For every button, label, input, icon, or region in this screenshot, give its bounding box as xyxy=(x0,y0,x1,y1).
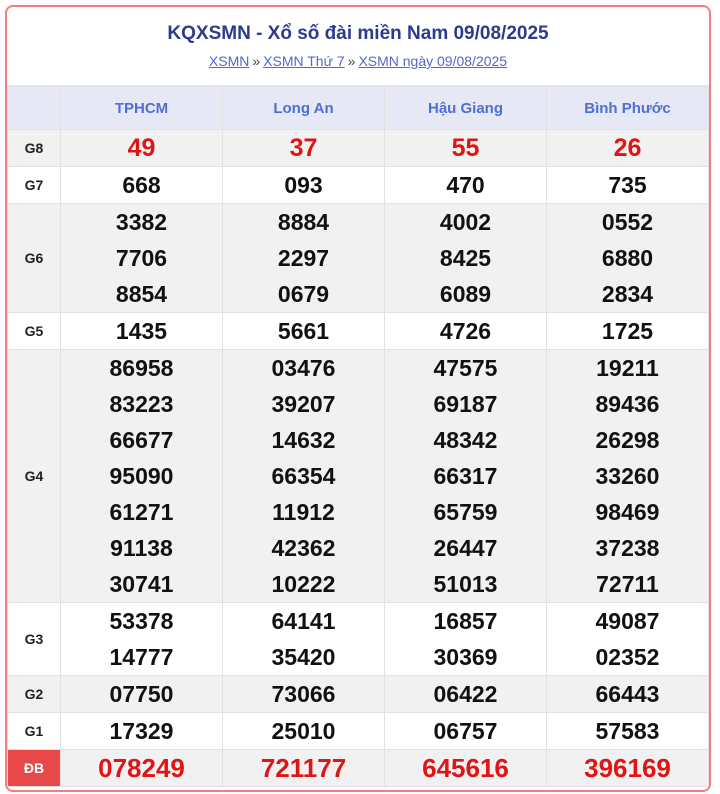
prize-number: 2834 xyxy=(601,281,654,307)
prize-row-0 xyxy=(8,130,709,167)
prize-cell xyxy=(547,350,709,603)
prize-cell xyxy=(547,130,709,167)
prize-number: 470 xyxy=(446,172,485,198)
prize-number: 66317 xyxy=(433,463,498,489)
prize-cell xyxy=(223,713,385,750)
prize-number: 1435 xyxy=(115,318,168,344)
page-title: KQXSMN - Xổ số đài miền Nam 09/08/2025 xyxy=(167,23,549,44)
breadcrumb-separator: » xyxy=(252,53,261,69)
prize-row-1 xyxy=(8,167,709,204)
prize-cell xyxy=(61,313,223,350)
prize-label: G5 xyxy=(8,313,61,350)
prize-number: 03476 xyxy=(271,355,336,381)
prize-label: G8 xyxy=(8,130,61,167)
prize-number: 49 xyxy=(127,134,156,162)
prize-number: 6880 xyxy=(601,245,654,271)
prize-number: 078249 xyxy=(98,753,185,783)
prize-number: 26 xyxy=(613,134,642,162)
prize-number: 06422 xyxy=(433,681,498,707)
table-header-row xyxy=(8,87,709,130)
prize-number: 49087 xyxy=(595,608,660,634)
results-panel xyxy=(5,5,711,792)
prize-number: 11912 xyxy=(272,499,335,525)
prize-number: 73066 xyxy=(271,681,336,707)
breadcrumb xyxy=(7,53,709,69)
prize-cell xyxy=(385,713,547,750)
prize-number: 95090 xyxy=(109,463,174,489)
prize-number: 91138 xyxy=(110,535,173,561)
prize-number: 6089 xyxy=(439,281,492,307)
prize-number: 30741 xyxy=(109,571,174,597)
prize-cell xyxy=(547,713,709,750)
prize-row-3 xyxy=(8,313,709,350)
prize-number: 25010 xyxy=(271,718,336,744)
prize-number: 02352 xyxy=(595,644,660,670)
prize-label: G4 xyxy=(8,350,61,603)
prize-number: 72711 xyxy=(596,571,659,597)
results-header xyxy=(7,7,709,86)
prize-row-8 xyxy=(8,750,709,787)
prize-cell xyxy=(547,750,709,787)
prize-row-7 xyxy=(8,713,709,750)
breadcrumb-xsmn[interactable]: XSMN xyxy=(208,53,250,69)
prize-number: 37238 xyxy=(595,535,660,561)
prize-number: 19211 xyxy=(596,355,659,381)
prize-cell xyxy=(61,350,223,603)
prize-row-5 xyxy=(8,603,709,676)
column-header-hau-giang[interactable]: Hậu Giang xyxy=(385,87,547,130)
prize-number: 37 xyxy=(289,134,318,162)
breadcrumb-separator: » xyxy=(347,53,356,69)
header-corner xyxy=(8,87,61,130)
prize-number: 8425 xyxy=(439,245,492,271)
prize-number: 47575 xyxy=(433,355,498,381)
prize-number: 8854 xyxy=(115,281,168,307)
prize-row-6 xyxy=(8,676,709,713)
prize-cell xyxy=(61,750,223,787)
prize-number: 06757 xyxy=(433,718,498,744)
prize-cell xyxy=(547,603,709,676)
prize-label: G7 xyxy=(8,167,61,204)
prize-number: 48342 xyxy=(433,427,498,453)
prize-cell xyxy=(385,130,547,167)
prize-number: 98469 xyxy=(595,499,660,525)
prize-number: 39207 xyxy=(271,391,336,417)
prize-number: 42362 xyxy=(271,535,336,561)
prize-number: 26447 xyxy=(433,535,498,561)
prize-cell xyxy=(61,676,223,713)
prize-cell xyxy=(547,204,709,313)
prize-number: 66354 xyxy=(271,463,336,489)
prize-cell xyxy=(385,350,547,603)
prize-cell xyxy=(223,676,385,713)
prize-label: G1 xyxy=(8,713,61,750)
column-header-long-an[interactable]: Long An xyxy=(223,87,385,130)
prize-number: 396169 xyxy=(584,753,671,783)
prize-label: ĐB xyxy=(8,750,61,787)
prize-label: G3 xyxy=(8,603,61,676)
prize-number: 2297 xyxy=(277,245,330,271)
prize-cell xyxy=(61,204,223,313)
prize-number: 4002 xyxy=(439,209,492,235)
prize-number: 66443 xyxy=(595,681,660,707)
prize-number: 51013 xyxy=(433,571,498,597)
prize-number: 07750 xyxy=(109,681,174,707)
prize-cell xyxy=(223,313,385,350)
prize-number: 86958 xyxy=(109,355,174,381)
prize-number: 645616 xyxy=(422,753,509,783)
prize-number: 735 xyxy=(608,172,647,198)
prize-cell xyxy=(223,750,385,787)
prize-number: 55 xyxy=(451,134,480,162)
prize-number: 33260 xyxy=(595,463,660,489)
prize-cell xyxy=(223,350,385,603)
prize-cell xyxy=(385,603,547,676)
prize-number: 57583 xyxy=(595,718,660,744)
prize-number: 69187 xyxy=(433,391,498,417)
column-header-tphcm[interactable]: TPHCM xyxy=(61,87,223,130)
prize-number: 3382 xyxy=(115,209,168,235)
prize-number: 721177 xyxy=(260,753,347,783)
prize-cell xyxy=(547,167,709,204)
prize-cell xyxy=(61,713,223,750)
prize-row-2 xyxy=(8,204,709,313)
prize-cell xyxy=(547,313,709,350)
prize-number: 668 xyxy=(122,172,161,198)
prize-cell xyxy=(385,204,547,313)
prize-number: 53378 xyxy=(109,608,174,634)
prize-number: 35420 xyxy=(271,644,336,670)
prize-label: G2 xyxy=(8,676,61,713)
prize-cell xyxy=(223,130,385,167)
prize-number: 89436 xyxy=(595,391,660,417)
results-table xyxy=(7,86,709,787)
prize-cell xyxy=(61,130,223,167)
prize-cell xyxy=(385,750,547,787)
prize-number: 66677 xyxy=(109,427,174,453)
breadcrumb-xsmn-date[interactable]: XSMN ngày 09/08/2025 xyxy=(358,53,508,69)
prize-cell xyxy=(223,167,385,204)
prize-number: 14632 xyxy=(271,427,336,453)
prize-number: 17329 xyxy=(109,718,174,744)
prize-number: 61271 xyxy=(109,499,174,525)
prize-number: 83223 xyxy=(109,391,174,417)
prize-row-4 xyxy=(8,350,709,603)
prize-number: 0679 xyxy=(277,281,330,307)
prize-number: 30369 xyxy=(433,644,498,670)
prize-number: 8884 xyxy=(277,209,330,235)
prize-cell xyxy=(61,167,223,204)
prize-cell xyxy=(61,603,223,676)
prize-number: 4726 xyxy=(439,318,492,344)
prize-number: 0552 xyxy=(601,209,654,235)
prize-cell xyxy=(223,204,385,313)
column-header-binh-phuoc[interactable]: Bình Phước xyxy=(547,87,709,130)
breadcrumb-xsmn-thu-7[interactable]: XSMN Thứ 7 xyxy=(263,53,345,69)
prize-number: 64141 xyxy=(271,608,336,634)
prize-cell xyxy=(223,603,385,676)
prize-number: 093 xyxy=(284,172,323,198)
prize-number: 16857 xyxy=(433,608,498,634)
prize-number: 7706 xyxy=(115,245,168,271)
prize-number: 5661 xyxy=(277,318,330,344)
prize-label: G6 xyxy=(8,204,61,313)
prize-number: 10222 xyxy=(271,571,336,597)
prize-cell xyxy=(547,676,709,713)
prize-number: 65759 xyxy=(433,499,498,525)
prize-cell xyxy=(385,167,547,204)
prize-number: 1725 xyxy=(601,318,654,344)
prize-cell xyxy=(385,676,547,713)
prize-number: 26298 xyxy=(595,427,660,453)
prize-cell xyxy=(385,313,547,350)
prize-number: 14777 xyxy=(109,644,174,670)
